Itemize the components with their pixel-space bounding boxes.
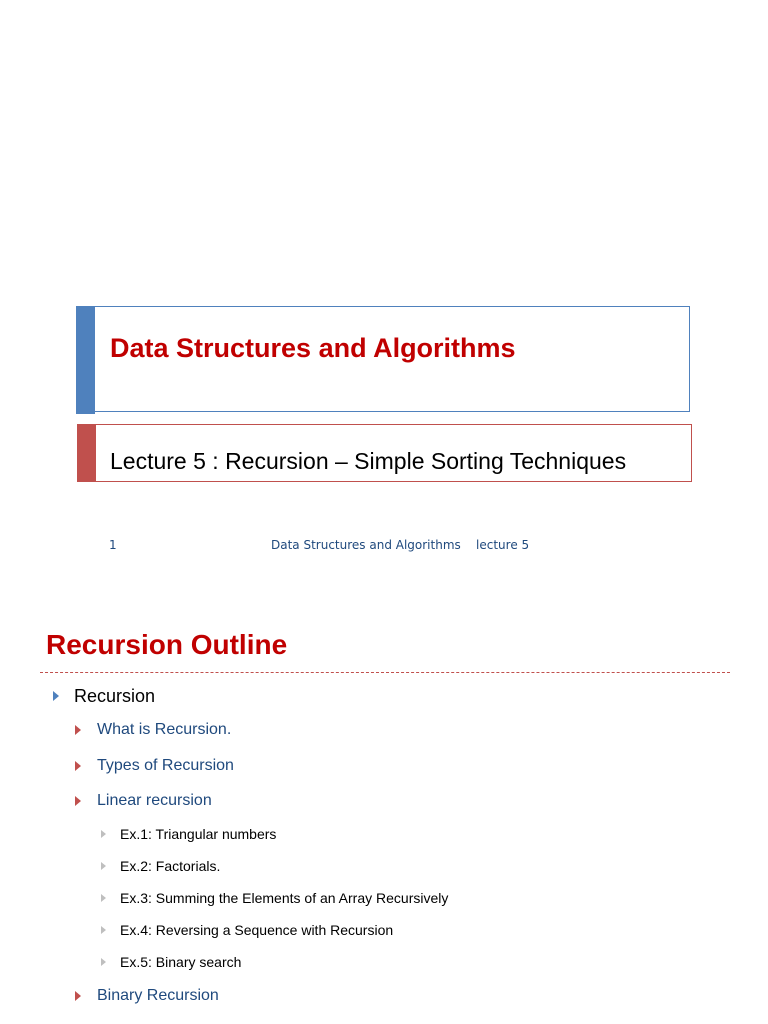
outline-item: Ex.2: Factorials. [120,858,221,874]
page-number: 1 [109,538,117,552]
bullet-l3-icon [101,830,106,838]
footer-text: Data Structures and Algorithms lecture 5 [271,538,530,552]
outline-item: Ex.1: Triangular numbers [120,826,277,842]
bullet-l2-icon [75,761,81,771]
outline-item: Recursion [74,686,156,706]
outline-item: Ex.3: Summing the Elements of an Array Recursively [120,890,449,906]
subtitle-accent-bar [77,424,96,482]
outline-item: Ex.4: Reversing a Sequence with Recursion [120,922,394,938]
outline-item: Binary Recursion [97,987,219,1004]
bullet-l3-icon [101,862,106,870]
outline-item: Ex.5: Binary search [120,954,242,970]
bullet-l3-icon [101,894,106,902]
outline-item: What is Recursion. [97,721,232,738]
bullet-l3-icon [101,926,106,934]
bullet-l2-icon [75,796,81,806]
bullet-l2-icon [75,991,81,1001]
outline-item: Types of Recursion [97,757,234,774]
bullet-l2-icon [75,725,81,735]
title-divider [40,672,730,673]
outline-title: Recursion Outline [46,629,288,660]
bullet-l1-icon [53,691,59,701]
slide-title: Data Structures and Algorithms [110,333,516,363]
bullet-l3-icon [101,958,106,966]
outline-item: Linear recursion [97,792,212,809]
title-accent-bar [76,306,95,414]
slide-subtitle: Lecture 5 : Recursion – Simple Sorting Techniques [110,448,627,474]
